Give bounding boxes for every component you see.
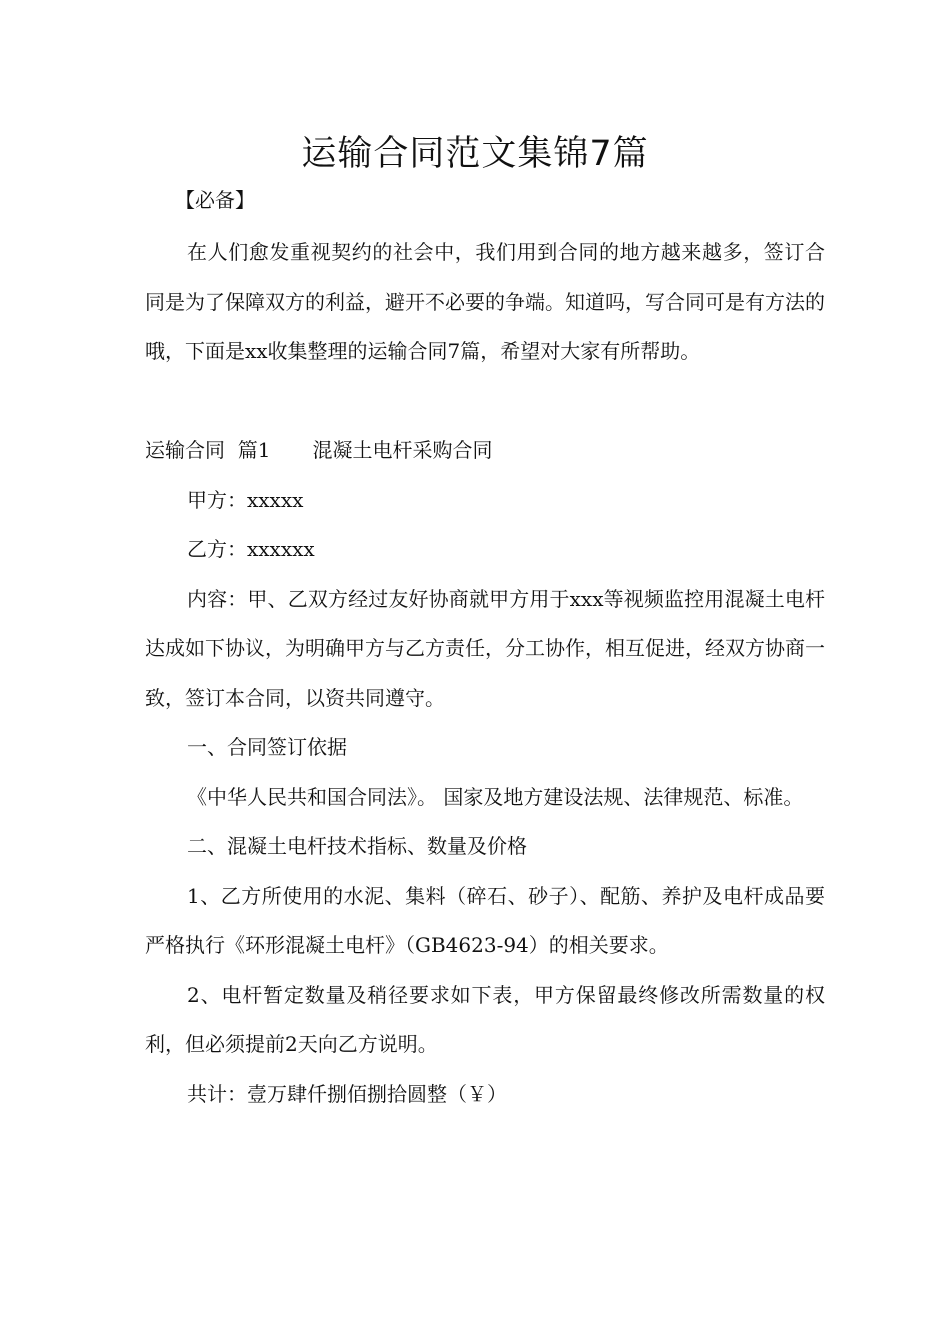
document-title: 运输合同范文集锦7篇 — [301, 134, 649, 174]
section-label: 运输合同 篇1 — [145, 438, 271, 462]
content-paragraph: 内容：甲、乙双方经过友好协商就甲方用于xxx等视频监控用混凝土电杆达成如下协议，为明确甲方与乙方责任，分工协作，相互促进，经双方协商一致，签订本合同，以资共同遵守。 — [145, 586, 825, 710]
total-line: 共计：壹万肆仟捌佰捌拾圆整（￥） — [187, 1081, 507, 1106]
section-subtitle: 混凝土电杆采购合同 — [312, 438, 493, 462]
clause-2-item-2: 2、电杆暂定数量及稍径要求如下表，甲方保留最终修改所需数量的权利，但必须提前2天向乙方说明。 — [145, 982, 825, 1056]
document-tag: 【必备】 — [175, 188, 255, 212]
section-heading — [145, 426, 825, 476]
intro-paragraph: 在人们愈发重视契约的社会中，我们用到合同的地方越来越多，签订合同是为了保障双方的利益，避开不必要的争端。知道吗，写合同可是有方法的哦，下面是xx收集整理的运输合同7篇，希望对大家有所帮助。 — [145, 240, 825, 363]
clause-2-heading: 二、混凝土电杆技术指标、数量及价格 — [187, 834, 527, 858]
blank-line — [145, 377, 825, 427]
clause-1-heading: 一、合同签订依据 — [187, 735, 347, 759]
clause-1-text: 《中华人民共和国合同法》。 国家及地方建设法规、法律规范、标准。 — [187, 784, 804, 809]
clause-2-item-1: 1、乙方所使用的水泥、集料（碎石、砂子）、配筋、养护及电杆成品要严格执行《环形混凝土电杆》（GB4623-94）的相关要求。 — [145, 883, 825, 957]
party-b-line: 乙方：xxxxxx — [187, 537, 315, 561]
document-body — [145, 228, 825, 1119]
party-a-line: 甲方：xxxxx — [187, 487, 304, 512]
